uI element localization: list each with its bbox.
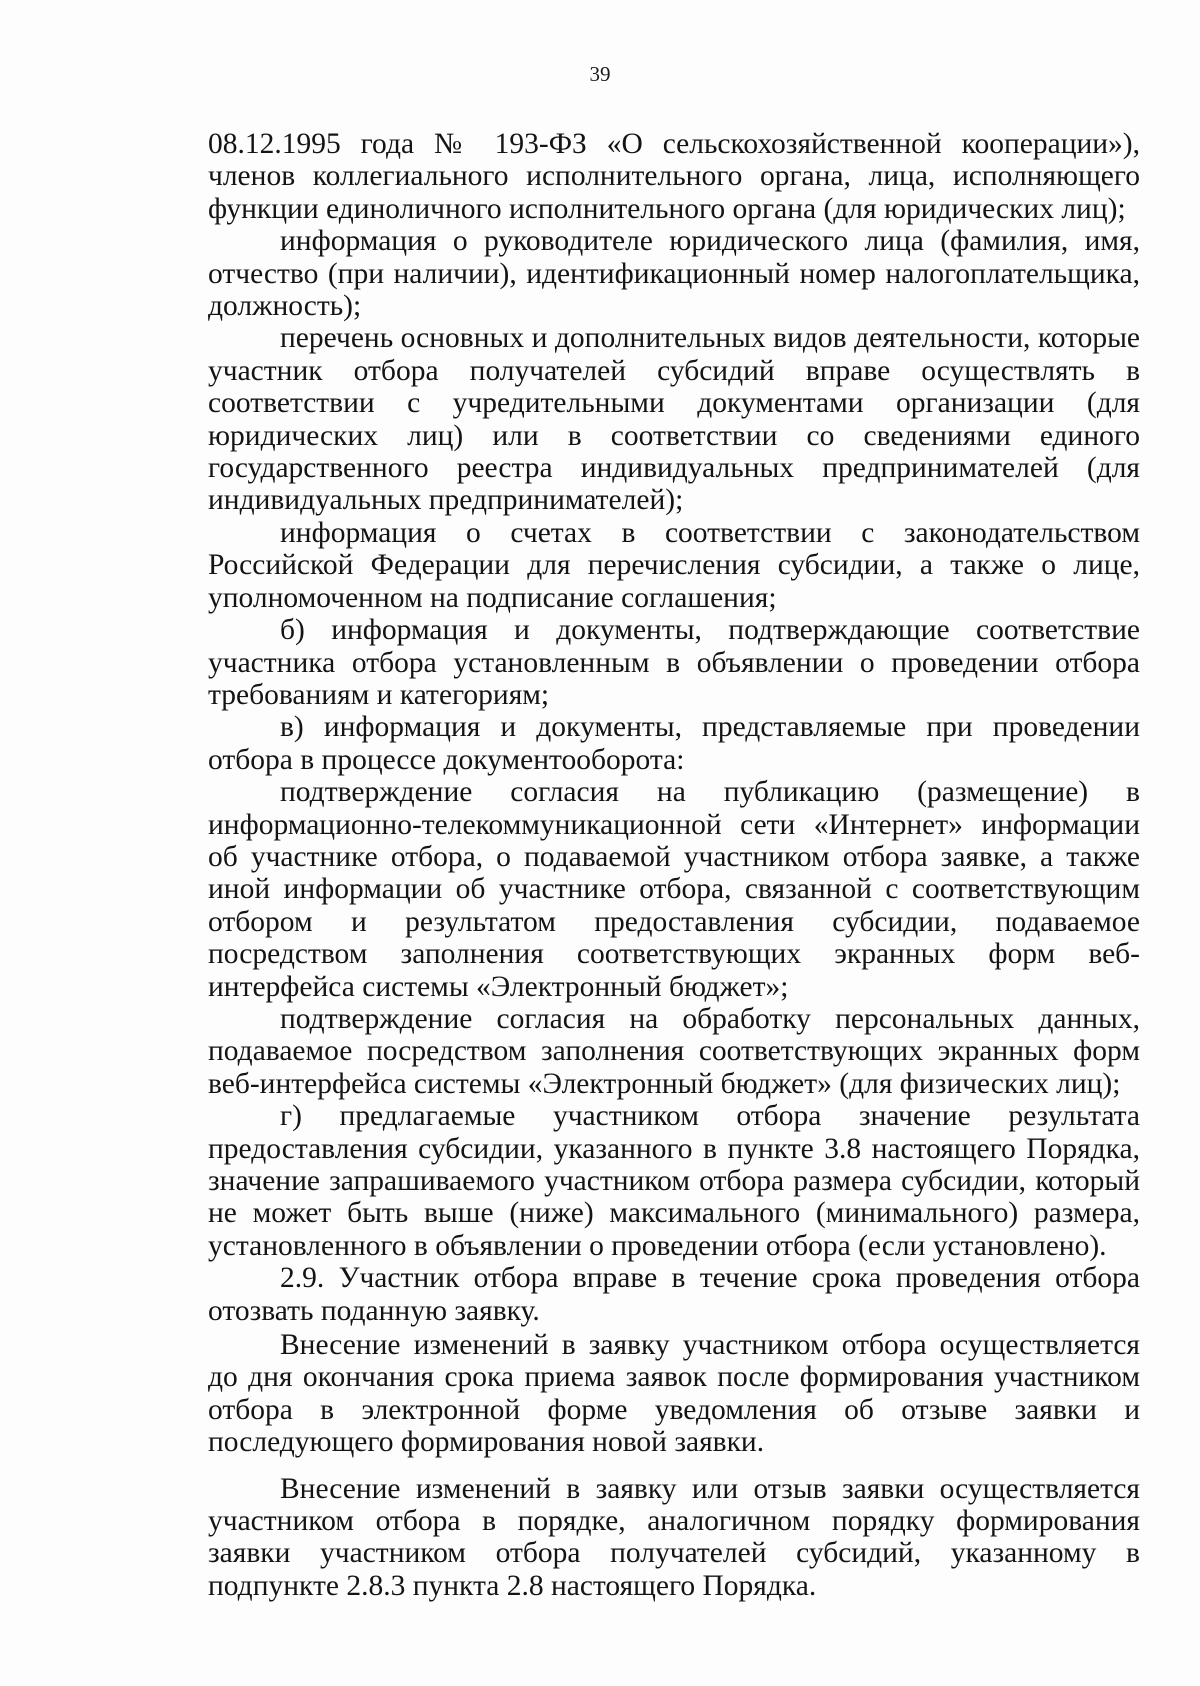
paragraph-item-v: в) информация и документы, представляемые при проведении отбора в процессе документооборота: bbox=[208, 711, 1140, 776]
paragraph-activities-list: перечень основных и дополнительных видов деятельности, которые участник отбора получателей субсидий вправе осуществлять в соответствии с учредительными документами организации (для юридических лиц) или в соответствии со сведениями единого государственного реестра индивидуальных предпринимателей (для индивидуальных предпринимателей); bbox=[208, 322, 1140, 517]
paragraph-personal-data-consent: подтверждение согласия на обработку персональных данных, подаваемое посредством заполнения соответствующих экранных форм веб-интерфейса системы «Электронный бюджет» (для физических лиц); bbox=[208, 1002, 1140, 1100]
paragraph-section-2-9: 2.9. Участник отбора вправе в течение срока проведения отбора отозвать поданную заявку. bbox=[208, 1262, 1140, 1327]
paragraph-changes-deadline: Внесение изменений в заявку участником отбора осуществляется до дня окончания срока приема заявок после формирования участником отбора в электронной форме уведомления об отзыве заявки и последующего формирования новой заявки. bbox=[208, 1329, 1140, 1459]
paragraph-changes-procedure: Внесение изменений в заявку или отзыв заявки осуществляется участником отбора в порядке, аналогичном порядку формирования заявки участником отбора получателей субсидий, указанному в подпункте 2.8.3 пункта 2.8 настоящего Порядка. bbox=[208, 1472, 1140, 1602]
paragraph-item-g: г) предлагаемые участником отбора значение результата предоставления субсидии, указанного в пункте 3.8 настоящего Порядка, значение запрашиваемого участником отбора размера субсидии, который не может быть выше (ниже) максимального (минимального) размера, установленного в объявлении о проведении отбора (если установлено). bbox=[208, 1100, 1140, 1262]
document-body bbox=[208, 128, 1140, 1602]
paragraph-head-info: информация о руководителе юридического лица (фамилия, имя, отчество (при наличии), идентификационный номер налогоплательщика, должность); bbox=[208, 225, 1140, 323]
paragraph-accounts-info: информация о счетах в соответствии с законодательством Российской Федерации для перечисления субсидии, а также о лице, уполномоченном на подписание соглашения; bbox=[208, 516, 1140, 614]
page-number: 39 bbox=[589, 62, 611, 86]
paragraph-publication-consent: подтверждение согласия на публикацию (размещение) в информационно-телекоммуникационной сети «Интернет» информации об участнике отбора, о подаваемой участником отбора заявке, а также иной информации об участнике отбора, связанной с соответствующим отбором и результатом предоставления субсидии, подаваемое посредством заполнения соответствующих экранных форм веб-интерфейса системы «Электронный бюджет»; bbox=[208, 776, 1140, 1003]
paragraph-cooperation-continuation: 08.12.1995 года № 193-ФЗ «О сельскохозяйственной кооперации»), членов коллегиального исполнительного органа, лица, исполняющего функции единоличного исполнительного органа (для юридических лиц); bbox=[208, 128, 1140, 225]
paragraph-item-b: б) информация и документы, подтверждающие соответствие участника отбора установленным в объявлении о проведении отбора требованиям и категориям; bbox=[208, 614, 1140, 711]
